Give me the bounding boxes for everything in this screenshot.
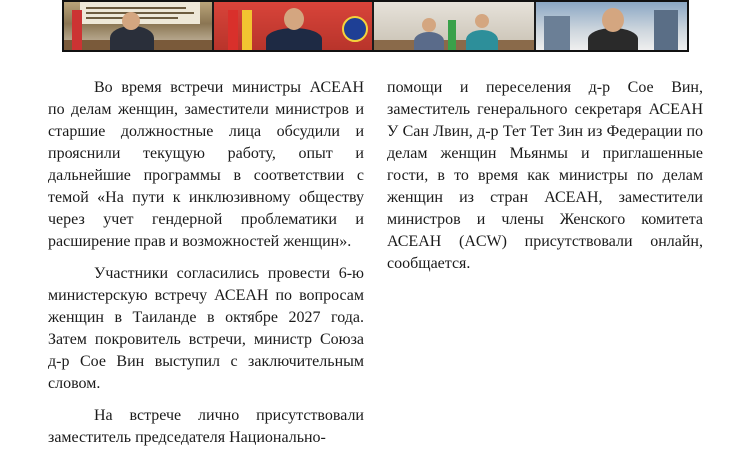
photo-panel-minister bbox=[214, 2, 372, 50]
asean-logo-icon bbox=[342, 16, 368, 42]
person-head bbox=[284, 8, 304, 30]
photo-panel-online-participant bbox=[536, 2, 687, 50]
person-head bbox=[475, 14, 489, 28]
article-column-right bbox=[387, 77, 703, 285]
person-figure bbox=[466, 30, 498, 50]
person-head bbox=[602, 8, 624, 32]
flag-icon bbox=[448, 20, 456, 50]
video-conference-photo bbox=[62, 0, 689, 52]
person-figure bbox=[414, 32, 444, 50]
person-figure bbox=[266, 28, 322, 50]
flag-icon bbox=[228, 10, 238, 50]
article-column-left bbox=[48, 77, 364, 459]
flag-icon bbox=[72, 10, 82, 50]
article-paragraph: Участники согласились провести 6-ю министерскую встречу АСЕАН по вопросам женщин в Таиланде в октябре 2027 года. Затем покровитель встречи, министр Союза д-р Сое Вин выступил с заключительным словом. bbox=[48, 265, 364, 392]
article-paragraph: Во время встречи министры АСЕАН по делам женщин, заместители министров и старшие должностные лица обсудили и прояснили текущую работу, опыт и дальнейшие программы в соответствии с темой «На пути к инклюзивному обществу через учет гендерной проблематики и расширение прав и возможностей женщин». bbox=[48, 79, 364, 250]
article-paragraph: На встрече лично присутствовали заместитель председателя Национально- bbox=[48, 407, 364, 446]
meeting-banner bbox=[80, 2, 200, 24]
article-paragraph: помощи и переселения д-р Сое Вин, заместитель генерального секретаря АСЕАН У Сан Лвин, д-р Тет Тет Зин из Федерации по делам женщин Мьянмы и приглашенные гости, в то время как министры по делам женщин из стран АСЕАН, заместители министров и члены Женского комитета АСЕАН (ACW) присутствовали онлайн, сообщается. bbox=[387, 79, 703, 272]
photo-panel-speaker-podium bbox=[64, 2, 212, 50]
person-head bbox=[422, 18, 436, 32]
photo-panel-conference-room bbox=[374, 2, 534, 50]
flag-icon bbox=[242, 10, 252, 50]
person-head bbox=[122, 12, 140, 30]
